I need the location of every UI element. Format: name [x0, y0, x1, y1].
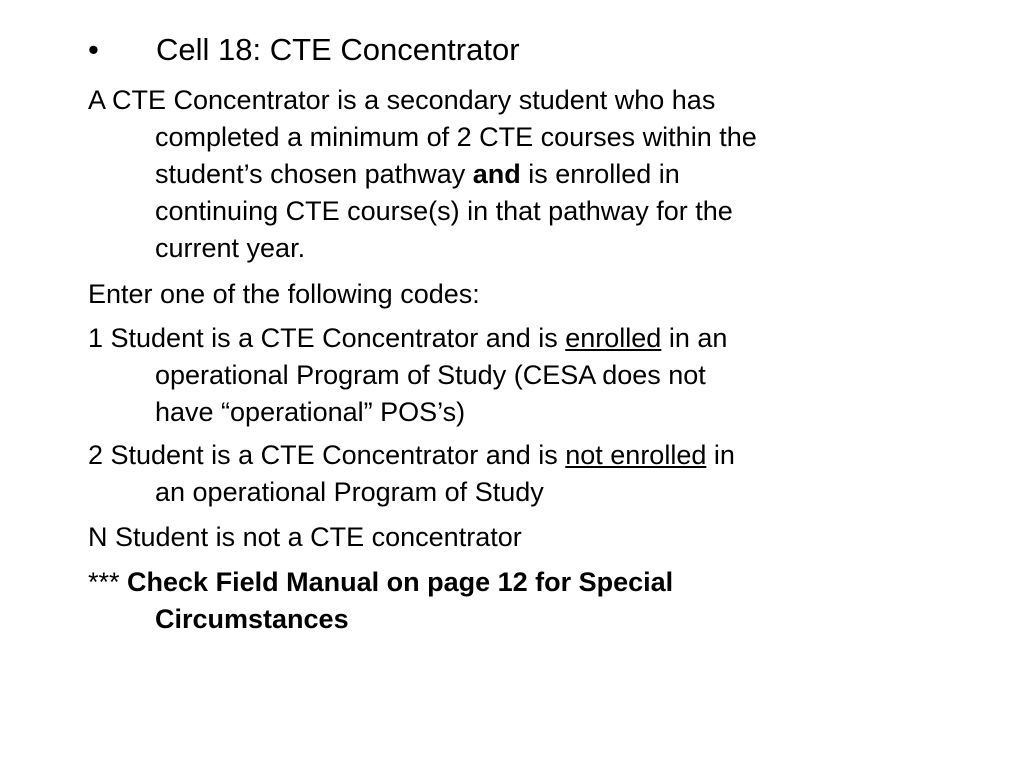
definition-line: [88, 156, 938, 193]
code-text: 2 Student is a CTE Concentrator and is: [88, 440, 566, 470]
code-2-item: [88, 437, 938, 511]
code-line: have “operational” POS’s): [155, 397, 466, 427]
definition-line: completed a minimum of 2 CTE courses within the: [155, 122, 757, 152]
note-line: Circumstances: [155, 604, 349, 634]
code-line: [88, 320, 938, 357]
code-1-item: [88, 320, 938, 431]
code-line: operational Program of Study (CESA does not: [155, 360, 706, 390]
code-line: N Student is not a CTE concentrator: [88, 522, 522, 552]
note-line: [88, 564, 938, 601]
definition-line: current year.: [155, 233, 306, 263]
slide-title: [88, 30, 520, 70]
code-text: in an: [661, 323, 728, 353]
code-text: in: [706, 440, 735, 470]
definition-text: is enrolled in: [520, 159, 680, 189]
code-line: an operational Program of Study: [155, 477, 544, 507]
definition-emphasis: and: [472, 159, 521, 189]
code-text: 1 Student is a CTE Concentrator and is: [88, 323, 566, 353]
note-text: Check Field Manual on page 12 for Special: [127, 567, 674, 597]
note-stars: ***: [88, 567, 128, 597]
code-emphasis: not enrolled: [565, 440, 707, 470]
bullet-icon: •: [88, 32, 99, 67]
definition-text: student’s chosen pathway: [155, 159, 473, 189]
code-emphasis: enrolled: [565, 323, 662, 353]
instruction-text: [88, 276, 938, 313]
code-line: [88, 437, 938, 474]
definition-line: continuing CTE course(s) in that pathway for the: [155, 196, 733, 226]
field-manual-note: [88, 564, 938, 638]
definition-paragraph: [88, 82, 938, 267]
code-n-item: [88, 519, 938, 556]
instruction-line: Enter one of the following codes:: [88, 279, 480, 309]
title-text: Cell 18: CTE Concentrator: [156, 32, 520, 67]
definition-line: A CTE Concentrator is a secondary student who has: [88, 85, 716, 115]
